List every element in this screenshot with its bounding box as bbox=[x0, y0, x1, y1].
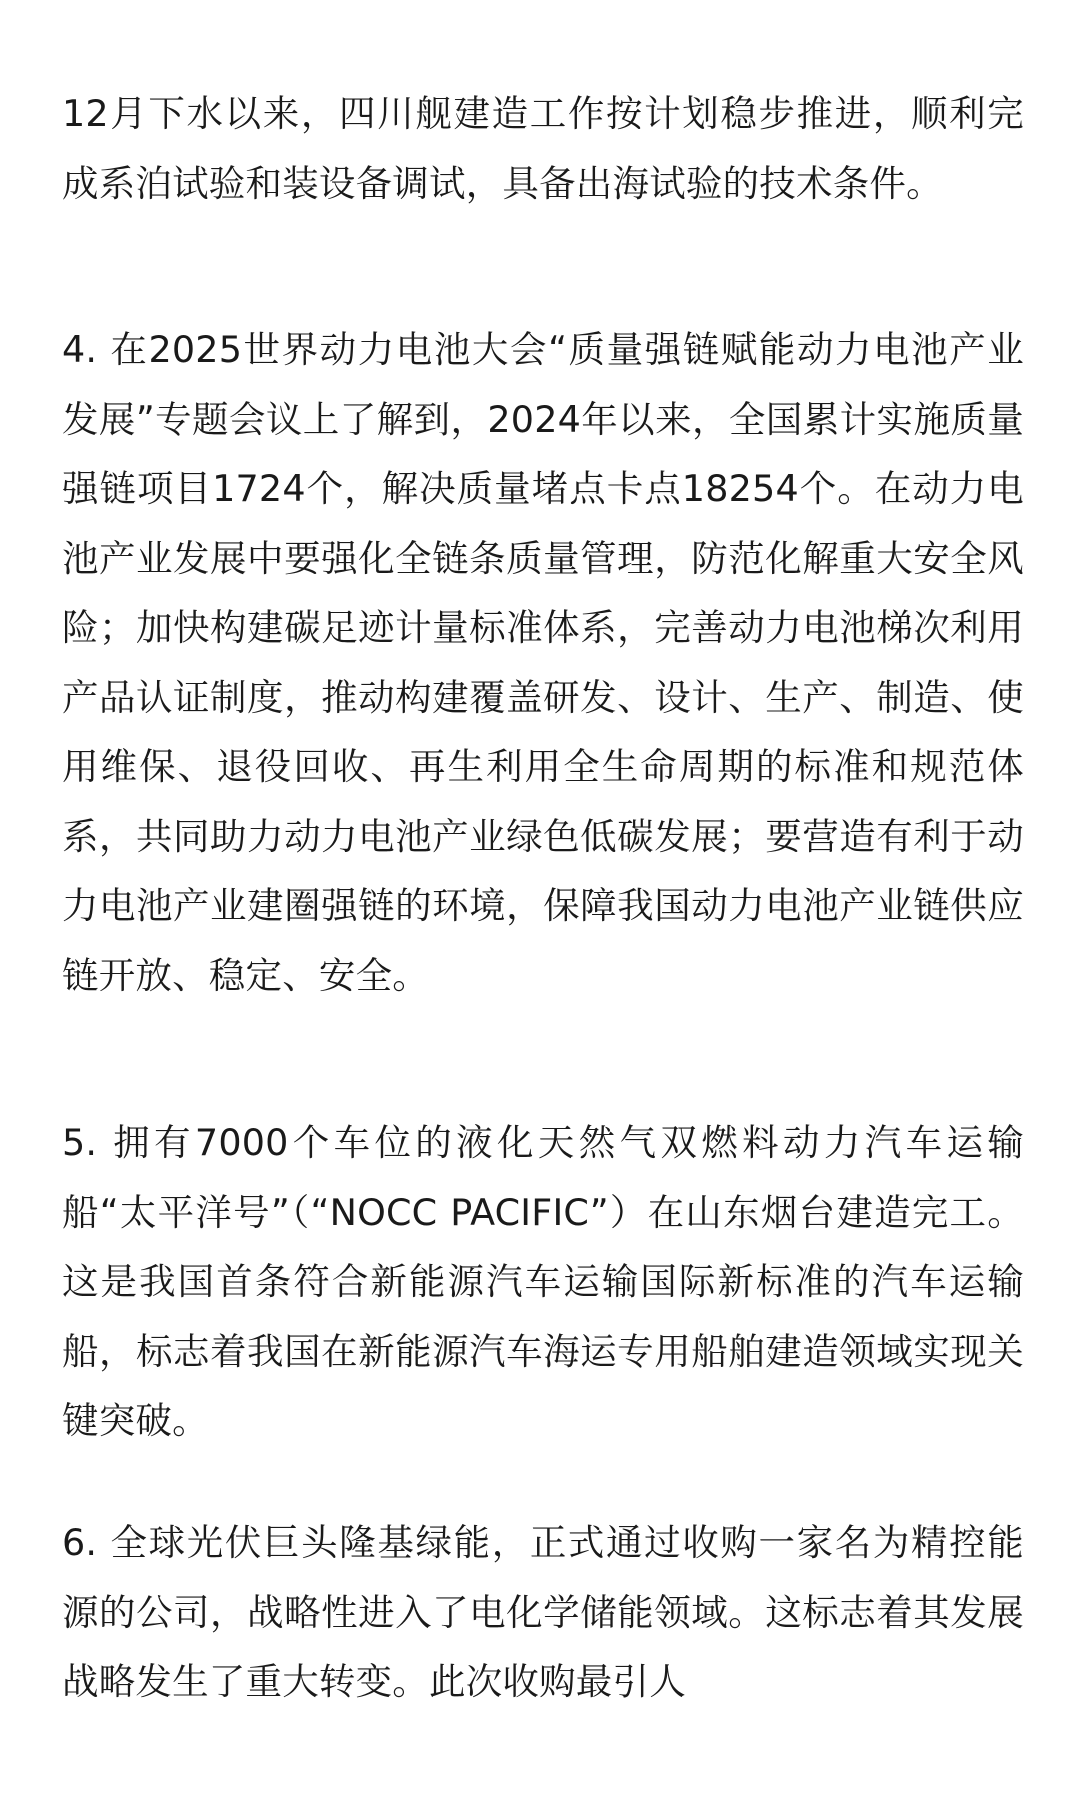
paragraph-sichuan-ship: 12月下水以来，四川舰建造工作按计划稳步推进，顺利完成系泊试验和装设备调试，具备出海试验的技术条件。 bbox=[62, 92, 1024, 205]
paragraph-6-longi: 6. 全球光伏巨头隆基绿能，正式通过收购一家名为精控能源的公司，战略性进入了电化学储能领域。这标志着其发展战略发生了重大转变。此次收购最引人 bbox=[62, 1521, 1024, 1703]
paragraph-5-car-carrier: 5. 拥有7000个车位的液化天然气双燃料动力汽车运输船“太平洋号”（“NOCC PACIFIC”）在山东烟台建造完工。这是我国首条符合新能源汽车运输国际新标准的汽车运输船，标志着我国在新能源汽车海运专用船舶建造领域实现关键突破。 bbox=[62, 1121, 1024, 1442]
paragraph-4-battery-conference: 4. 在2025世界动力电池大会“质量强链赋能动力电池产业发展”专题会议上了解到，2024年以来，全国累计实施质量强链项目1724个，解决质量堵点卡点18254个。在动力电池产业发展中要强化全链条质量管理，防范化解重大安全风险；加快构建碳足迹计量标准体系，完善动力电池梯次利用产品认证制度，推动构建覆盖研发、设计、生产、制造、使用维保、退役回收、再生利用全生命周期的标准和规范体系，共同助力动力电池产业绿色低碳发展；要营造有利于动力电池产业建圈强链的环境，保障我国动力电池产业链供应链开放、稳定、安全。 bbox=[62, 328, 1024, 997]
